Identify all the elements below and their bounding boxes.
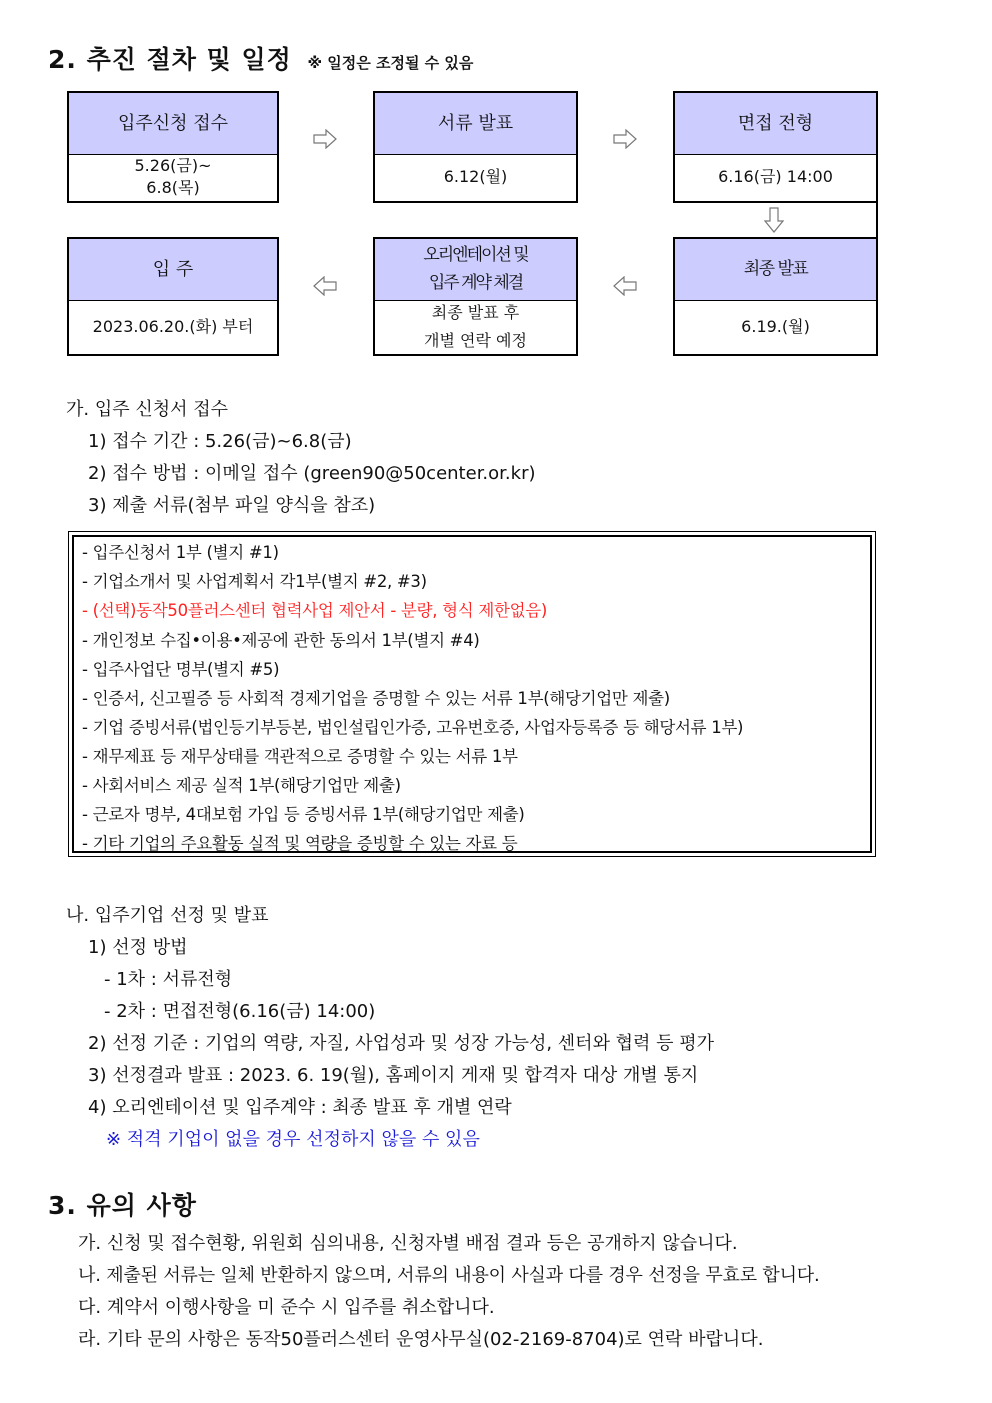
step-title-text: 면접 전형 xyxy=(737,113,814,134)
step-application-intake xyxy=(67,91,279,203)
step-detail xyxy=(69,299,277,354)
section-2-heading xyxy=(48,40,473,76)
na-item-1: 1) 선정 방법 xyxy=(88,937,188,958)
arrow-left-icon xyxy=(613,276,637,296)
step-detail-line: 2023.06.20.(화) 부터 xyxy=(92,316,254,336)
document-item: - 입주사업단 명부(별지 #5) xyxy=(82,660,280,679)
caution-item-4: 라. 기타 문의 사항은 동작50플러스센터 운영사무실(02-2169-8704)로 연락 바랍니다. xyxy=(78,1329,764,1350)
arrow-left-icon xyxy=(313,276,337,296)
document-item: - 기타 기업의 주요활동 실적 및 역량을 증빙할 수 있는 자료 등 xyxy=(82,834,518,853)
step-detail-line: 6.19.(월) xyxy=(741,316,810,336)
step-title-text: 입 주 xyxy=(152,259,194,280)
step-title xyxy=(675,93,876,155)
na-sub-1: - 1차 : 서류전형 xyxy=(104,969,233,990)
required-documents-box xyxy=(68,531,876,857)
schedule-note: ※ 일정은 조정될 수 있음 xyxy=(307,54,474,72)
subsection-ga-heading: 가. 입주 신청서 접수 xyxy=(66,399,228,420)
connector-line xyxy=(876,201,878,239)
step-title-text: 입주신청 접수 xyxy=(117,113,229,134)
step-title-text: 서류 발표 xyxy=(437,113,514,134)
caution-item-2: 나. 제출된 서류는 일체 반환하지 않으며, 서류의 내용이 사실과 다를 경우 선정을 무효로 합니다. xyxy=(78,1265,820,1286)
step-detail xyxy=(675,299,876,354)
required-documents-inner xyxy=(72,535,872,853)
document-item: - 기업 증빙서류(법인등기부등본, 법인설립인가증, 고유번호증, 사업자등록증 등 해당서류 1부) xyxy=(82,718,744,737)
step-title xyxy=(69,239,277,301)
step-detail-line: 6.12(월) xyxy=(443,167,508,186)
step-detail xyxy=(375,299,576,354)
step-title xyxy=(375,239,576,301)
document-item: - 입주신청서 1부 (별지 #1) xyxy=(82,543,279,562)
ga-item-2: 2) 접수 방법 : 이메일 접수 (green90@50center.or.kr) xyxy=(88,463,536,484)
step-title xyxy=(69,93,277,155)
document-item: - 근로자 명부, 4대보험 가입 등 증빙서류 1부(해당기업만 제출) xyxy=(82,805,525,824)
step-detail xyxy=(375,153,576,201)
document-item: - 기업소개서 및 사업계획서 각1부(별지 #2, #3) xyxy=(82,572,427,591)
step-final-announcement xyxy=(673,237,878,356)
document-item: - 인증서, 신고필증 등 사회적 경제기업을 증명할 수 있는 서류 1부(해당기업만 제출) xyxy=(82,689,670,708)
section-2-title: 2. 추진 절차 및 일정 xyxy=(48,45,292,74)
na-item-2: 2) 선정 기준 : 기업의 역량, 자질, 사업성과 및 성장 가능성, 센터와 협력 등 평가 xyxy=(88,1033,715,1054)
step-move-in xyxy=(67,237,279,356)
ga-item-1: 1) 접수 기간 : 5.26(금)~6.8(금) xyxy=(88,431,352,452)
step-title-text: 최종 발표 xyxy=(743,259,808,280)
section-3-heading xyxy=(48,1186,197,1222)
step-title-line: 입주 계약 체결 xyxy=(428,272,523,293)
caution-item-3: 다. 계약서 이행사항을 미 준수 시 입주를 취소합니다. xyxy=(78,1297,495,1318)
section-3-title: 3. 유의 사항 xyxy=(48,1191,197,1220)
arrow-right-icon xyxy=(613,129,637,149)
step-document-announcement xyxy=(373,91,578,203)
document-item: - 개인정보 수집•이용•제공에 관한 동의서 1부(별지 #4) xyxy=(82,631,480,650)
subsection-na-heading: 나. 입주기업 선정 및 발표 xyxy=(66,905,269,926)
na-item-3: 3) 선정결과 발표 : 2023. 6. 19(월), 홈페이지 게재 및 합격자 대상 개별 통지 xyxy=(88,1065,699,1086)
step-detail-line: 6.16(금) 14:00 xyxy=(718,167,833,186)
document-item-optional: - (선택)동작50플러스센터 협력사업 제안서 - 분량, 형식 제한없음) xyxy=(82,601,548,620)
step-detail-line: 개별 연락 예정 xyxy=(424,330,527,350)
caution-item-1: 가. 신청 및 접수현황, 위원회 심의내용, 신청자별 배점 결과 등은 공개하지 않습니다. xyxy=(78,1233,738,1254)
document-item: - 사회서비스 제공 실적 1부(해당기업만 제출) xyxy=(82,776,401,795)
document-item: - 재무제표 등 재무상태를 객관적으로 증명할 수 있는 서류 1부 xyxy=(82,747,518,766)
arrow-down-icon xyxy=(764,207,784,233)
arrow-right-icon xyxy=(313,129,337,149)
step-detail xyxy=(675,153,876,201)
step-interview xyxy=(673,91,878,203)
step-orientation-contract xyxy=(373,237,578,356)
step-detail xyxy=(69,153,277,201)
na-sub-2: - 2차 : 면접전형(6.16(금) 14:00) xyxy=(104,1001,376,1022)
step-detail-line: 최종 발표 후 xyxy=(431,303,520,323)
step-detail-line: 6.8(목) xyxy=(146,178,200,197)
step-title xyxy=(375,93,576,155)
na-item-4: 4) 오리엔테이션 및 입주계약 : 최종 발표 후 개별 연락 xyxy=(88,1097,512,1118)
ga-item-3: 3) 제출 서류(첨부 파일 양식을 참조) xyxy=(88,495,376,516)
step-title-line: 오리엔테이션 및 xyxy=(423,245,528,266)
step-title xyxy=(675,239,876,301)
na-note: ※ 적격 기업이 없을 경우 선정하지 않을 수 있음 xyxy=(106,1129,480,1150)
step-detail-line: 5.26(금)~ xyxy=(134,156,212,176)
